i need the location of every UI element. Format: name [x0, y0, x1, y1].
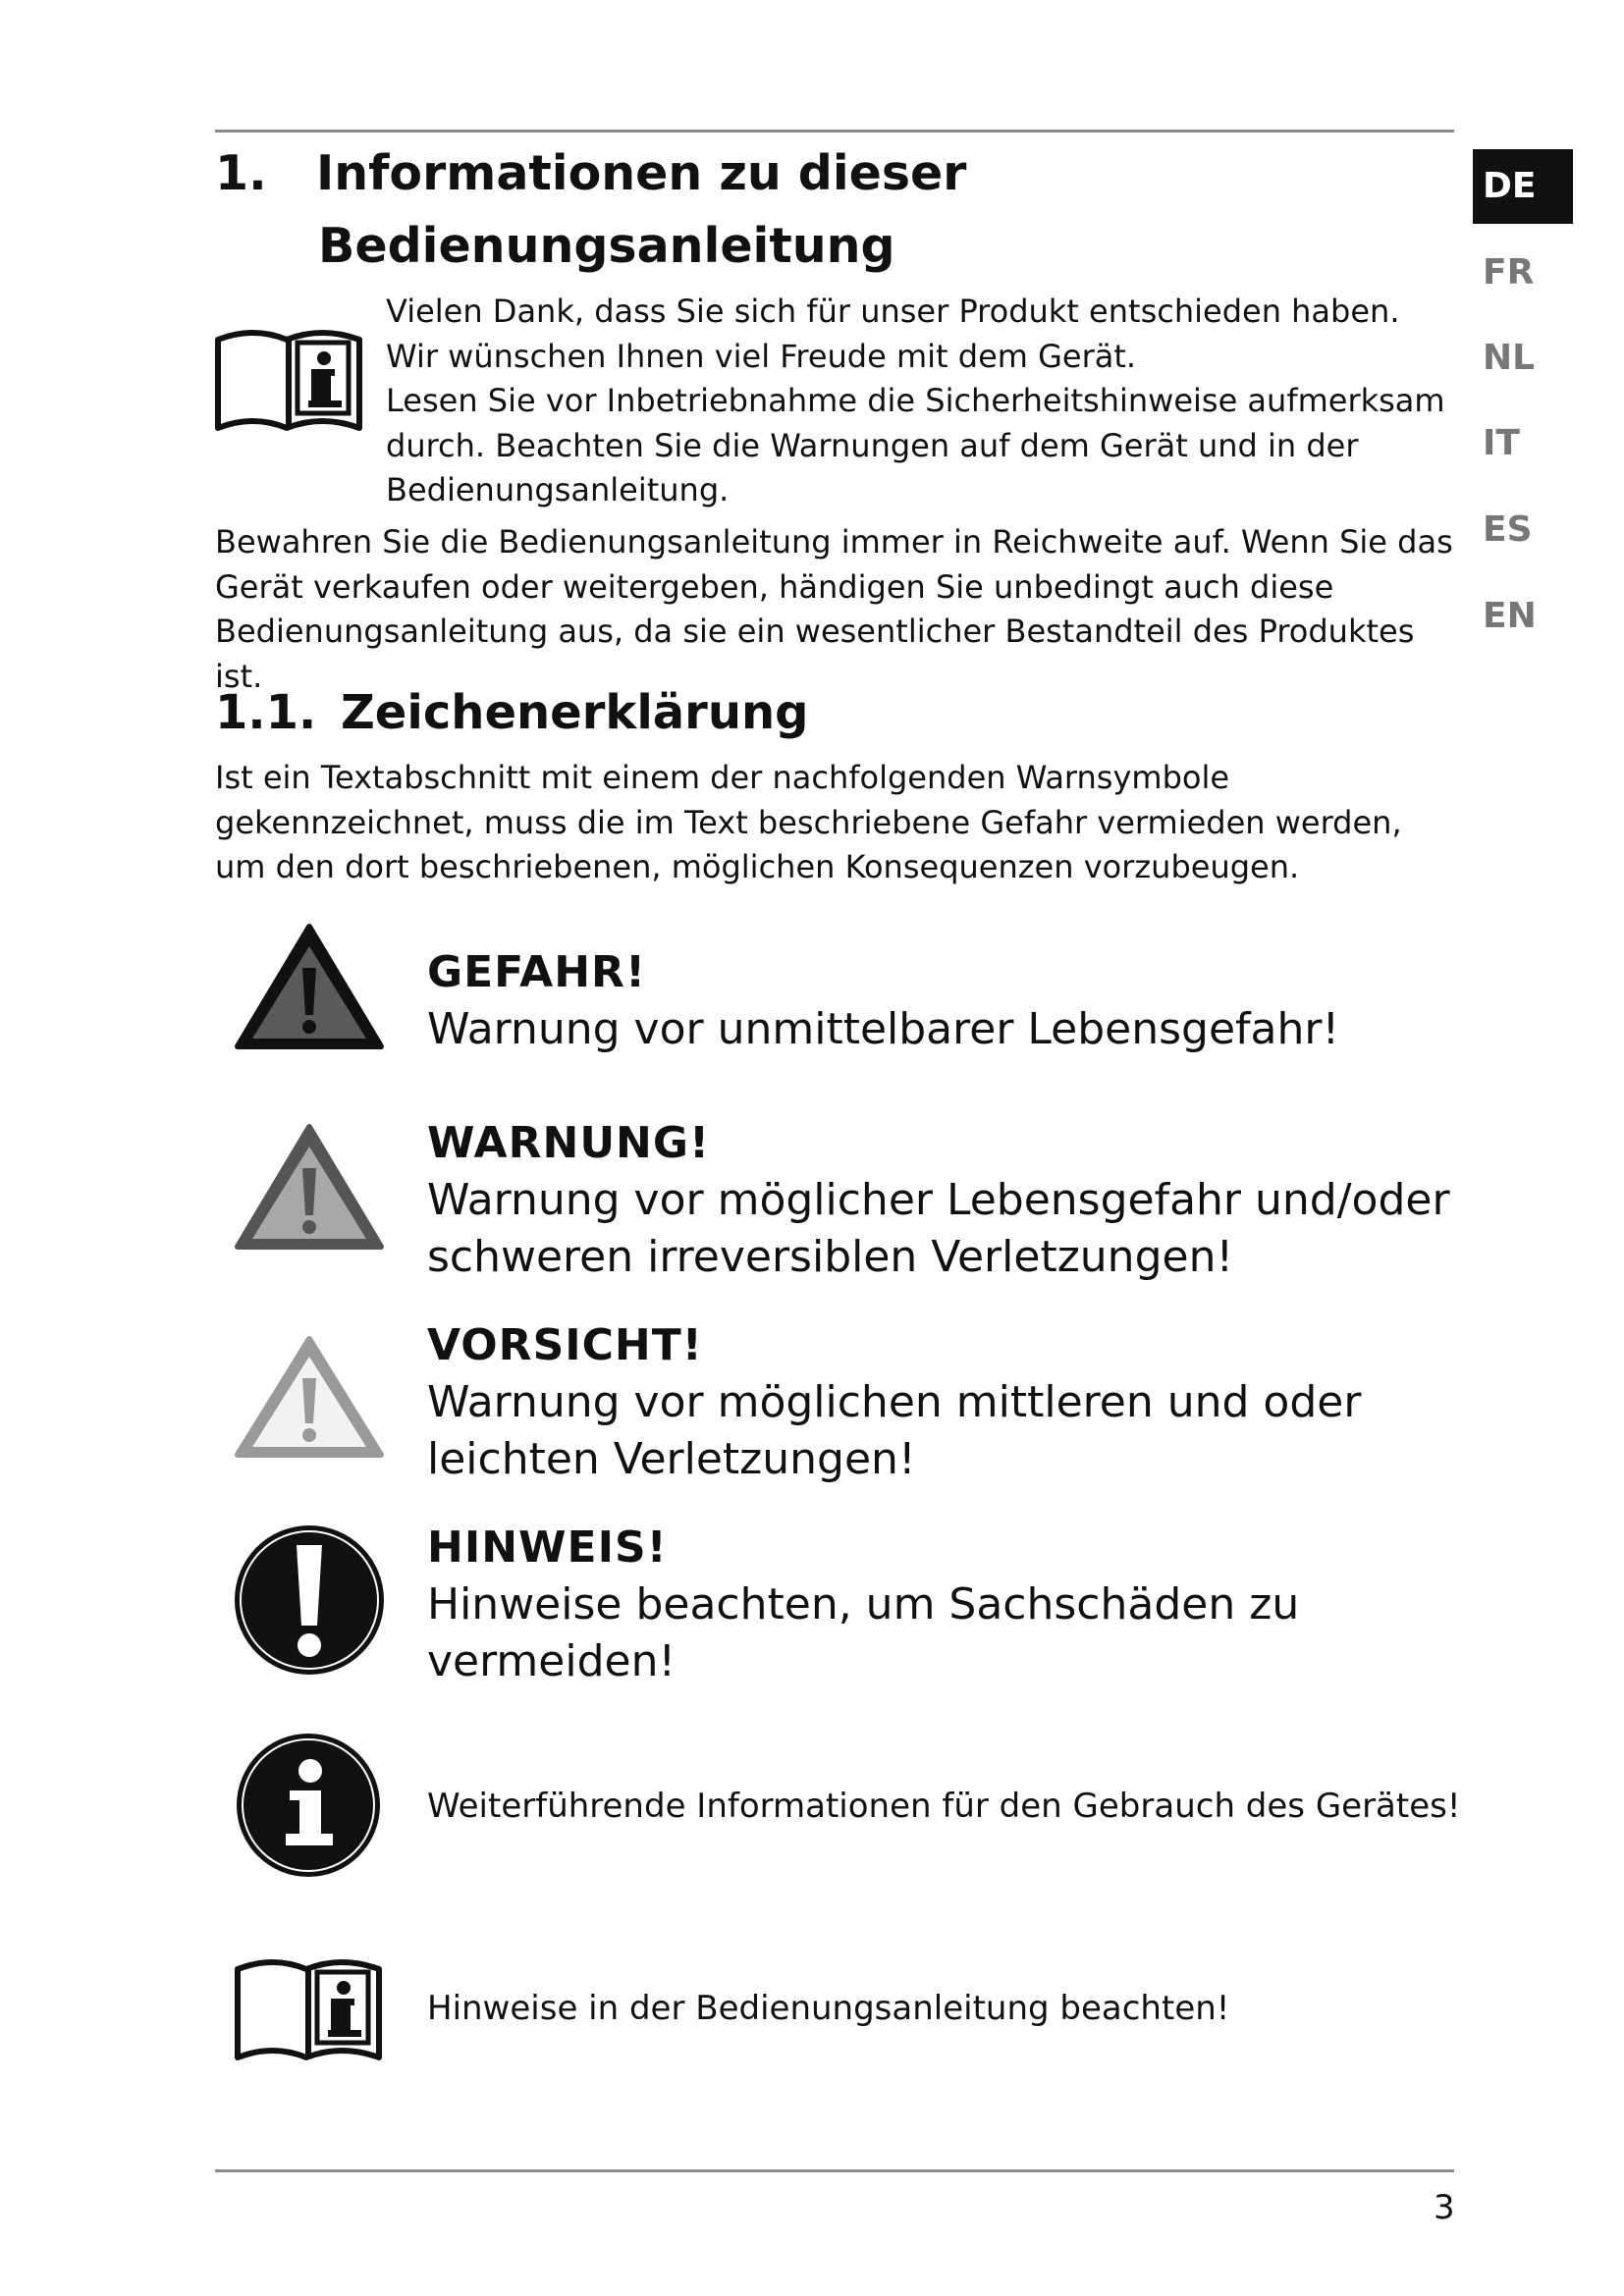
top-rule — [215, 130, 1454, 133]
keep-manual-paragraph: Bewahren Sie die Bedienungsanleitung immer in Reichweite auf. Wenn Sie das Gerät verkaufen oder weitergeben, händigen Sie unbedingt auch diese Bedienungsanleitung aus, da sie ein wesentlicher Bestandteil des Produktes ist. — [215, 523, 1453, 695]
section-1-1-number: 1.1. — [215, 685, 317, 740]
bottom-rule — [215, 2169, 1454, 2172]
warning-text: Warnung vor möglicher Lebensgefahr und/oder schweren irreversiblen Verletzungen! — [427, 1175, 1450, 1282]
notice-entry — [427, 1520, 1468, 1690]
danger-entry — [427, 944, 1468, 1058]
manual-icon — [234, 1953, 383, 2067]
manual-entry — [427, 1985, 1468, 2032]
warning-entry — [427, 1115, 1468, 1286]
info-icon — [235, 1732, 382, 1879]
notice-text: Hinweise beachten, um Sachschäden zu vermeiden! — [427, 1579, 1300, 1686]
section-1-number: 1. — [215, 145, 267, 201]
section-1-title-line1: Informationen zu dieser — [316, 145, 967, 201]
manual-text: Hinweise in der Bedienungsanleitung beachten! — [427, 1989, 1230, 2028]
section-1-heading — [215, 137, 966, 283]
warning-title: WARNUNG! — [427, 1118, 711, 1168]
intro-thanks: Vielen Dank, dass Sie sich für unser Produkt entschieden haben. Wir wünschen Ihnen viel Freude mit dem Gerät. — [386, 293, 1400, 375]
page-number: 3 — [1434, 2188, 1455, 2227]
section-1-title-line2: Bedienungsanleitung — [318, 218, 895, 274]
danger-warning-icon — [234, 921, 385, 1052]
info-entry — [427, 1783, 1468, 1830]
language-tab-en[interactable]: EN — [1483, 596, 1537, 636]
intro-safety: Lesen Sie vor Inbetriebnahme die Sicherheitshinweise aufmerksam durch. Beachten Sie die Warnungen auf dem Gerät und in der Bedienungsanleitung. — [386, 382, 1445, 508]
language-tab-es[interactable]: ES — [1483, 509, 1533, 550]
section-1-1-title: Zeichenerklärung — [341, 685, 809, 740]
language-tab-fr[interactable]: FR — [1483, 252, 1535, 293]
info-text: Weiterführende Informationen für den Gebrauch des Gerätes! — [427, 1787, 1461, 1826]
language-tab-de[interactable]: DE — [1473, 149, 1573, 224]
manual-info-icon — [214, 324, 363, 438]
danger-text: Warnung vor unmittelbarer Lebensgefahr! — [427, 1004, 1340, 1054]
notice-title: HINWEIS! — [427, 1522, 668, 1573]
danger-title: GEFAHR! — [427, 947, 647, 997]
legend-intro-paragraph: Ist ein Textabschnitt mit einem der nachfolgenden Warnsymbole gekennzeichnet, muss die im Text beschriebene Gefahr vermieden werden, um den dort beschriebenen, möglichen Konsequenzen vorzubeugen. — [215, 759, 1402, 885]
caution-entry — [427, 1317, 1468, 1488]
caution-title: VORSICHT! — [427, 1320, 703, 1370]
intro-text — [386, 290, 1456, 513]
notice-icon — [233, 1523, 386, 1677]
warning-icon — [234, 1121, 385, 1253]
section-1-1-heading — [215, 681, 809, 744]
language-tab-nl[interactable]: NL — [1483, 338, 1536, 378]
caution-text: Warnung vor möglichen mittleren und oder leichten Verletzungen! — [427, 1377, 1362, 1484]
language-tab-it[interactable]: IT — [1483, 423, 1520, 463]
caution-icon — [234, 1333, 385, 1461]
